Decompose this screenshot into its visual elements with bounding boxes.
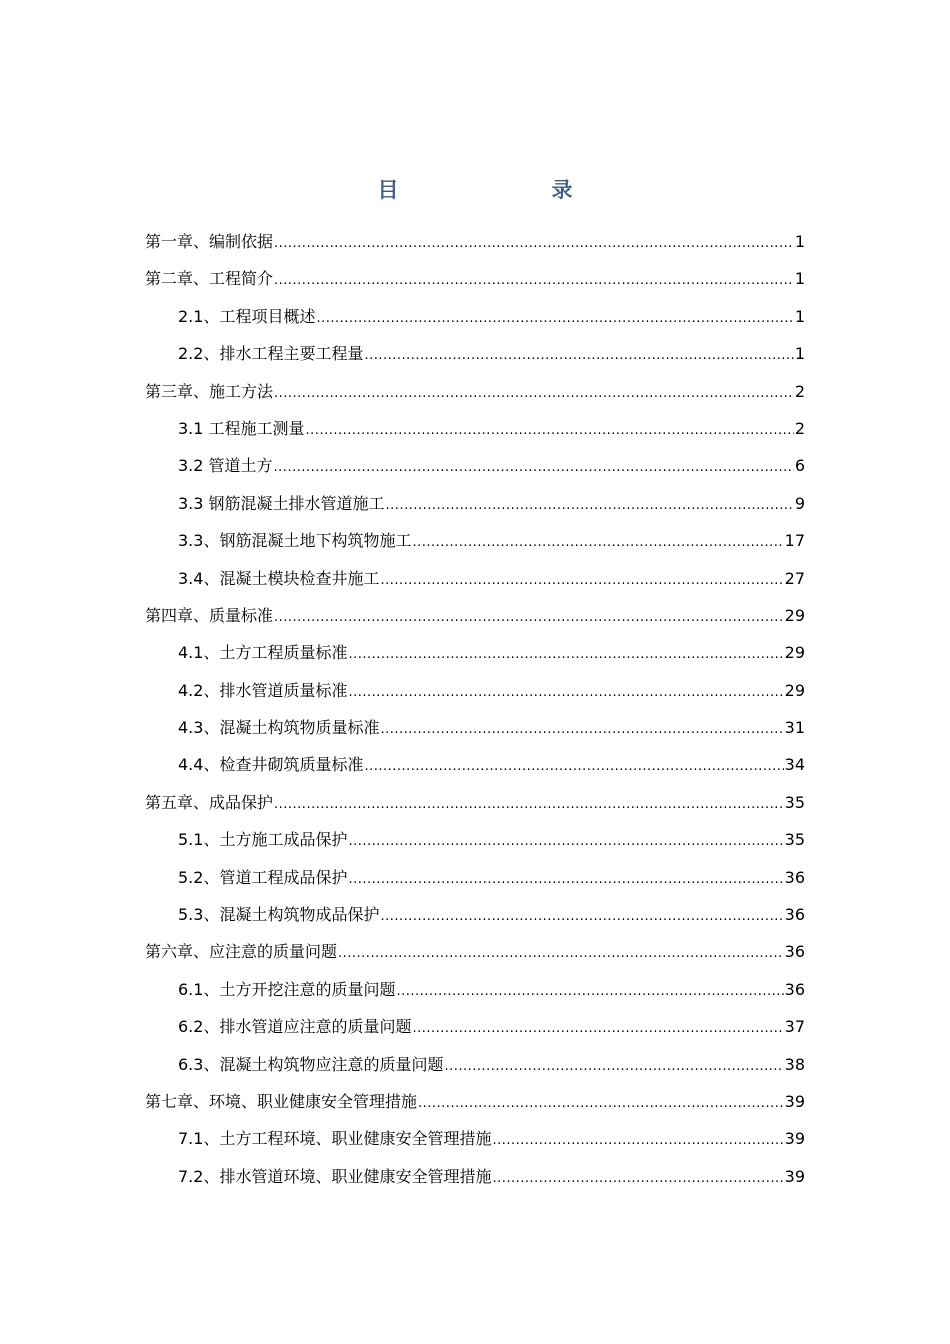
toc-entry[interactable] bbox=[145, 373, 805, 410]
toc-leader bbox=[274, 225, 794, 262]
toc-entry-text: 7.1、土方工程环境、职业健康安全管理措施 bbox=[178, 1129, 492, 1149]
toc-page-number: 35 bbox=[784, 830, 805, 850]
toc-entry[interactable] bbox=[145, 522, 805, 559]
toc-entry-text: 6.2、排水管道应注意的质量问题 bbox=[178, 1017, 412, 1037]
toc-page-number: 38 bbox=[784, 1054, 805, 1074]
toc-entry-text: 4.3、混凝土构筑物质量标准 bbox=[178, 718, 380, 738]
toc-leader bbox=[396, 973, 783, 1010]
toc-page-number: 36 bbox=[784, 905, 805, 925]
toc-page-number: 27 bbox=[784, 568, 805, 588]
toc-entry-text: 第三章、施工方法 bbox=[145, 381, 274, 401]
toc-leader bbox=[274, 599, 784, 636]
toc-entry[interactable] bbox=[145, 597, 805, 634]
toc-list bbox=[145, 223, 805, 1195]
toc-entry[interactable] bbox=[145, 859, 805, 896]
toc-page-number: 39 bbox=[784, 1091, 805, 1111]
toc-entry-text: 4.1、土方工程质量标准 bbox=[178, 643, 348, 663]
toc-leader bbox=[348, 861, 783, 898]
toc-entry-text: 7.2、排水管道环境、职业健康安全管理措施 bbox=[178, 1166, 492, 1186]
toc-entry[interactable] bbox=[145, 335, 805, 372]
toc-entry[interactable] bbox=[145, 560, 805, 597]
toc-entry-text: 5.2、管道工程成品保护 bbox=[178, 867, 348, 887]
toc-leader bbox=[492, 1122, 783, 1159]
toc-entry[interactable] bbox=[145, 1046, 805, 1083]
toc-entry-text: 3.1 工程施工测量 bbox=[178, 418, 305, 438]
toc-entry-text: 2.1、工程项目概述 bbox=[178, 306, 316, 326]
toc-page-number: 34 bbox=[784, 755, 805, 775]
toc-leader bbox=[348, 636, 783, 673]
toc-page-number: 29 bbox=[784, 605, 805, 625]
toc-title: 目 录 bbox=[377, 178, 639, 202]
toc-page-number: 1 bbox=[794, 306, 805, 326]
toc-page-number: 29 bbox=[784, 680, 805, 700]
toc-leader bbox=[412, 524, 783, 561]
toc-entry-text: 3.4、混凝土模块检查井施工 bbox=[178, 568, 380, 588]
toc-leader bbox=[274, 262, 794, 299]
toc-leader bbox=[364, 748, 783, 785]
toc-entry[interactable] bbox=[145, 410, 805, 447]
toc-page-number: 37 bbox=[784, 1017, 805, 1037]
toc-leader bbox=[348, 823, 783, 860]
toc-page-number: 35 bbox=[784, 792, 805, 812]
toc-entry-text: 第二章、工程简介 bbox=[145, 269, 274, 289]
toc-entry-text: 第四章、质量标准 bbox=[145, 605, 274, 625]
toc-entry-text: 3.3 钢筋混凝土排水管道施工 bbox=[178, 493, 385, 513]
toc-entry-text: 4.2、排水管道质量标准 bbox=[178, 680, 348, 700]
toc-page-number: 1 bbox=[794, 344, 805, 364]
toc-page-number: 2 bbox=[794, 418, 805, 438]
toc-entry-text: 3.3、钢筋混凝土地下构筑物施工 bbox=[178, 531, 412, 551]
toc-page-number: 36 bbox=[784, 942, 805, 962]
toc-entry-text: 第七章、环境、职业健康安全管理措施 bbox=[145, 1091, 418, 1111]
toc-leader bbox=[412, 1010, 783, 1047]
toc-entry[interactable] bbox=[145, 447, 805, 484]
toc-entry[interactable] bbox=[145, 746, 805, 783]
toc-entry-text: 5.1、土方施工成品保护 bbox=[178, 830, 348, 850]
toc-entry[interactable] bbox=[145, 634, 805, 671]
toc-leader bbox=[380, 562, 783, 599]
toc-entry-text: 6.1、土方开挖注意的质量问题 bbox=[178, 979, 396, 999]
toc-page-number: 1 bbox=[794, 269, 805, 289]
toc-entry[interactable] bbox=[145, 1158, 805, 1195]
toc-leader bbox=[338, 935, 784, 972]
toc-entry[interactable] bbox=[145, 784, 805, 821]
toc-leader bbox=[364, 337, 793, 374]
toc-entry[interactable] bbox=[145, 971, 805, 1008]
toc-leader bbox=[274, 449, 794, 486]
toc-entry[interactable] bbox=[145, 933, 805, 970]
toc-page-number: 6 bbox=[794, 456, 805, 476]
toc-leader bbox=[274, 786, 784, 823]
toc-entry[interactable] bbox=[145, 821, 805, 858]
toc-leader bbox=[306, 412, 794, 449]
toc-entry-text: 第五章、成品保护 bbox=[145, 792, 274, 812]
toc-entry[interactable] bbox=[145, 1008, 805, 1045]
toc-entry[interactable] bbox=[145, 896, 805, 933]
toc-page-number: 31 bbox=[784, 718, 805, 738]
toc-leader bbox=[274, 375, 794, 412]
toc-page-number: 9 bbox=[794, 493, 805, 513]
toc-page-number: 39 bbox=[784, 1166, 805, 1186]
toc-leader bbox=[348, 674, 783, 711]
toc-entry[interactable] bbox=[145, 1120, 805, 1157]
toc-entry-text: 第六章、应注意的质量问题 bbox=[145, 942, 338, 962]
toc-entry-text: 6.3、混凝土构筑物应注意的质量问题 bbox=[178, 1054, 444, 1074]
toc-leader bbox=[386, 487, 794, 524]
toc-page-number: 36 bbox=[784, 979, 805, 999]
toc-page-number: 1 bbox=[794, 232, 805, 251]
toc-entry[interactable] bbox=[145, 485, 805, 522]
toc-page-number: 29 bbox=[784, 643, 805, 663]
toc-entry[interactable] bbox=[145, 260, 805, 297]
toc-entry[interactable] bbox=[145, 672, 805, 709]
toc-entry-text: 3.2 管道土方 bbox=[178, 456, 273, 476]
toc-entry[interactable] bbox=[145, 223, 805, 260]
toc-leader bbox=[380, 711, 783, 748]
toc-page-number: 2 bbox=[794, 381, 805, 401]
toc-leader bbox=[418, 1085, 784, 1122]
toc-page-number: 39 bbox=[784, 1129, 805, 1149]
toc-leader bbox=[492, 1160, 783, 1197]
toc-leader bbox=[444, 1048, 783, 1085]
toc-entry[interactable] bbox=[145, 298, 805, 335]
toc-entry[interactable] bbox=[145, 709, 805, 746]
toc-entry[interactable] bbox=[145, 1083, 805, 1120]
toc-entry-text: 第一章、编制依据 bbox=[145, 232, 274, 251]
toc-leader bbox=[316, 300, 793, 337]
toc-page-number: 17 bbox=[784, 531, 805, 551]
toc-leader bbox=[380, 898, 783, 935]
toc-entry-text: 5.3、混凝土构筑物成品保护 bbox=[178, 905, 380, 925]
toc-page-number: 36 bbox=[784, 867, 805, 887]
toc-entry-text: 4.4、检查井砌筑质量标准 bbox=[178, 755, 364, 775]
toc-entry-text: 2.2、排水工程主要工程量 bbox=[178, 344, 364, 364]
